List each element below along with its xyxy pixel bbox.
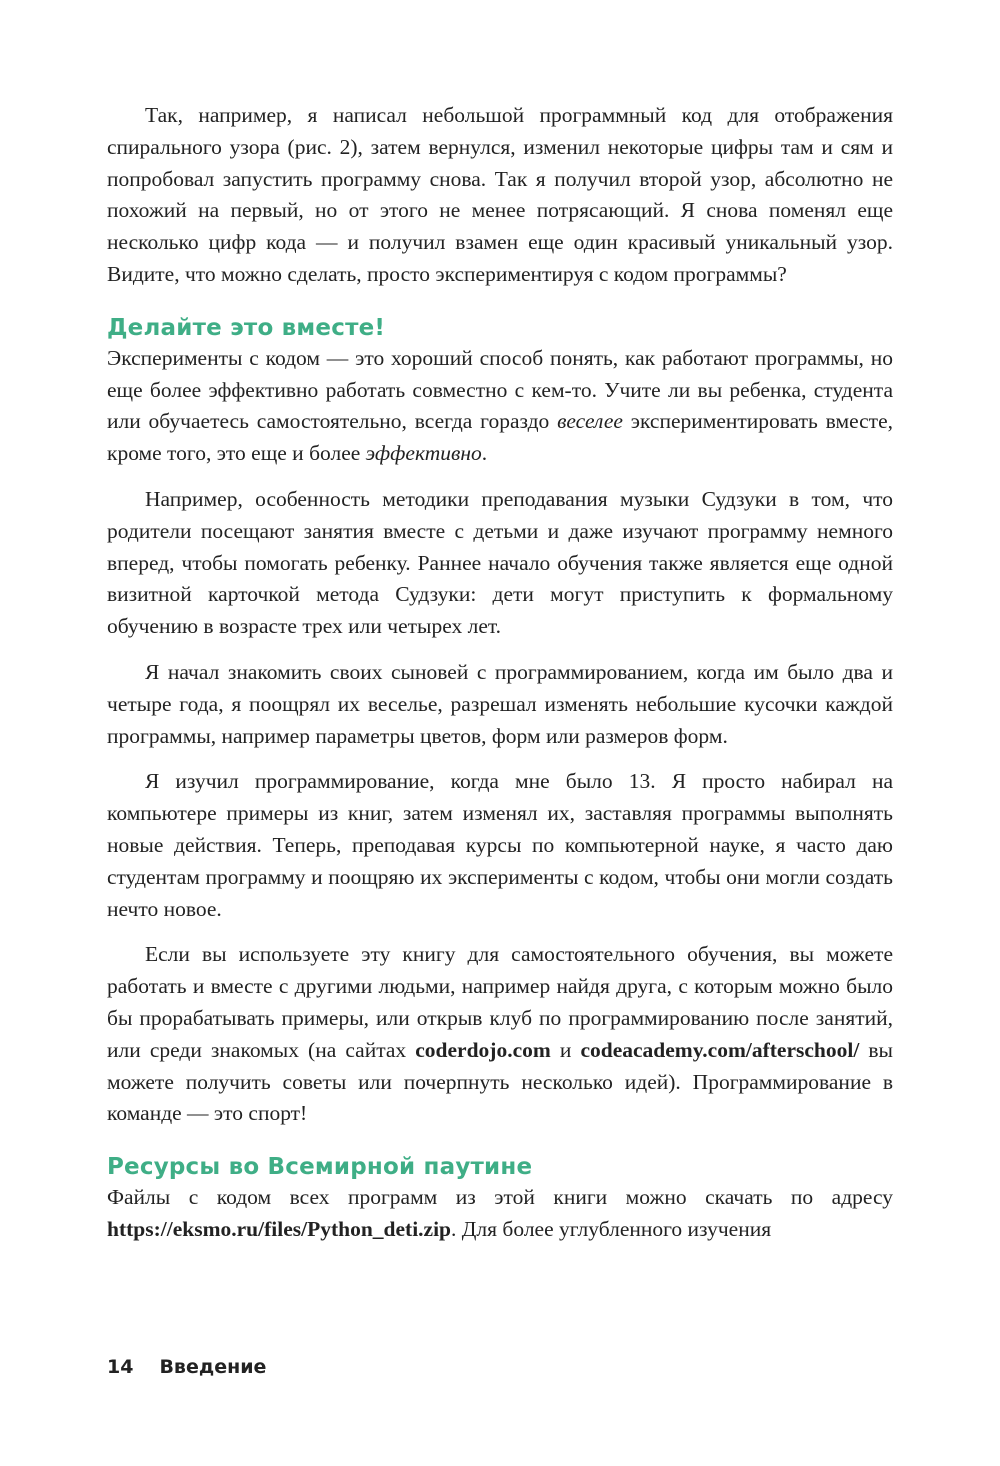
page-content <box>107 100 893 1260</box>
paragraph-experiments <box>107 343 893 470</box>
text-segment: . <box>481 441 488 466</box>
emphasis-effektivno: эффективно <box>365 441 482 466</box>
page-number: 14 <box>107 1356 134 1378</box>
link-download[interactable]: https://eksmo.ru/files/Python_deti.zip <box>107 1216 452 1241</box>
heading-do-it-together: Делайте это вместе! <box>107 314 386 341</box>
text-segment: . Для более углубленного изучения <box>451 1216 772 1241</box>
text-segment: и <box>550 1037 581 1062</box>
text-segment: экспериментировать вместе, кроме того, это еще и более <box>107 409 893 466</box>
heading-web-resources: Ресурсы во Всемирной паутине <box>107 1154 533 1181</box>
text-segment: вы можете получить советы или почерпнуть несколько идей). Программирование в команде — это спорт! <box>107 1037 893 1126</box>
emphasis-veselee: веселее <box>557 409 623 434</box>
paragraph-download-files <box>107 1182 893 1246</box>
running-section-title: Введение <box>159 1356 267 1378</box>
link-coderdojo[interactable]: coderdojo.com <box>415 1037 551 1062</box>
text-segment: Файлы с кодом всех программ из этой книги можно скачать по адресу <box>107 1185 893 1210</box>
paragraph-self-study <box>107 939 893 1130</box>
paragraph-sons: Я начал знакомить своих сыновей с программированием, когда им было два и четыре года, я поощрял их веселье, разрешал изменять небольшие кусочки каждой программы, например параметры цветов, форм или размеров форм. <box>107 659 893 748</box>
text-segment: Если вы используете эту книгу для самостоятельного обучения, вы можете работать и вместе с другими людьми, например найдя друга, с которым можно было бы прорабатывать примеры, или открыв клуб по программированию после занятий, или среди знакомых (на сайтах <box>107 942 893 1062</box>
text-segment: Эксперименты с кодом — это хороший способ понять, как работают программы, но еще более эффективно работать совместно с кем-то. Учите ли вы ребенка, студента или обучаетесь самостоятельно, всегда гораздо <box>107 345 893 434</box>
paragraph-suzuki: Например, особенность методики преподавания музыки Судзуки в том, что родители посещают занятия вместе с детьми и даже изучают программу немного вперед, чтобы помогать ребенку. Раннее начало обучения также является еще одной визитной карточкой метода Судзуки: дети могут приступить к формальному обучению в возрасте трех или четырех лет. <box>107 486 893 639</box>
link-codeacademy[interactable]: codeacademy.com/afterschool/ <box>580 1037 860 1062</box>
paragraph-learned-at-13: Я изучил программирование, когда мне было 13. Я просто набирал на компьютере примеры из книг, затем изменял их, заставляя программы выполнять новые действия. Теперь, преподавая курсы по компьютерной науке, я часто даю студентам программу и поощряю их эксперименты с кодом, чтобы они могли создать нечто новое. <box>107 769 893 921</box>
page-footer <box>107 1356 266 1378</box>
paragraph-spiral-pattern: Так, например, я написал небольшой программный код для отображения спирального узора (рис. 2), затем вернулся, изменил некоторые цифры там и сям и попробовал запустить программу снова. Так я получил второй узор, абсолютно не похожий на первый, но от этого не менее потрясающий. Я снова поменял еще несколько цифр кода — и получил взамен еще один красивый уникальный узор. Видите, что можно сделать, просто экспериментируя с кодом программы? <box>107 103 893 286</box>
